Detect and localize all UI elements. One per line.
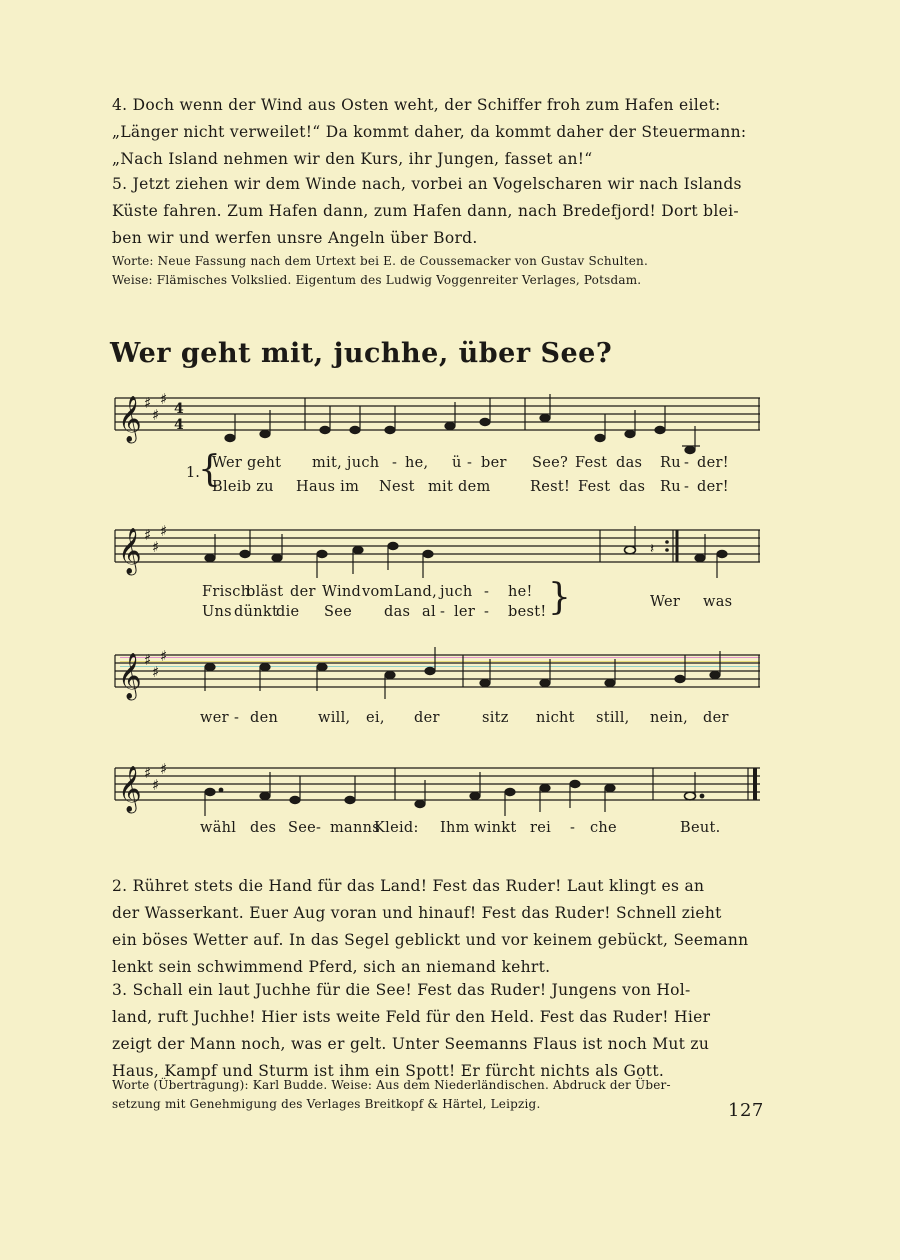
- verse-3: [112, 977, 772, 1085]
- syllable: Wer geht: [212, 455, 282, 471]
- verse-line: der Wasserkant. Euer Aug voran und hinauf! Fest das Ruder! Schnell zieht: [112, 904, 722, 922]
- syllable: -: [570, 820, 576, 836]
- syllable: ber: [481, 455, 507, 471]
- verse-2: [112, 873, 772, 981]
- syllable: das: [384, 604, 411, 620]
- syllable: Bleib zu: [212, 479, 274, 495]
- verse-number: 1.: [186, 465, 200, 481]
- syllable: vom: [362, 584, 394, 600]
- svg-text:♯: ♯: [152, 538, 160, 556]
- verse-line: 3. Schall ein laut Juchhe für die See! Fest das Ruder! Jungens von Hol-: [112, 981, 691, 999]
- syllable: Rest!: [530, 479, 571, 495]
- syllable: mit, juch: [312, 455, 380, 471]
- syllable: -: [484, 584, 490, 600]
- syllable: der: [414, 710, 440, 726]
- syllable: -: [484, 604, 490, 620]
- syllable: ler: [454, 604, 476, 620]
- svg-text:♯: ♯: [144, 526, 152, 544]
- svg-text:♯: ♯: [160, 760, 168, 778]
- svg-text:𝄞: 𝄞: [118, 653, 142, 699]
- syllable: Beut.: [680, 820, 721, 836]
- bottom-credits: [112, 1076, 772, 1114]
- syllable: -: [392, 455, 398, 471]
- syllable: Kleid:: [374, 820, 419, 836]
- svg-text:𝄞: 𝄞: [118, 528, 142, 574]
- syllable: Fest: [575, 455, 608, 471]
- syllable: still,: [596, 710, 630, 726]
- syllable: ü: [452, 455, 462, 471]
- verse-line: ben wir und werfen unsre Angeln über Bord.: [112, 229, 478, 247]
- svg-text:♯: ♯: [144, 764, 152, 782]
- syllable: die: [276, 604, 300, 620]
- syllable: winkt: [474, 820, 517, 836]
- credit-line: setzung mit Genehmigung des Verlages Breitkopf & Härtel, Leipzig.: [112, 1097, 541, 1111]
- syllable: der: [703, 710, 729, 726]
- syllable: der!: [697, 479, 729, 495]
- syllable: bläst: [246, 584, 284, 600]
- syllable: sitz: [482, 710, 509, 726]
- verse-line: „Nach Island nehmen wir den Kurs, ihr Jungen, fasset an!“: [112, 150, 593, 168]
- verse-5: [112, 171, 772, 252]
- verse-4: [112, 92, 772, 173]
- svg-text:4: 4: [174, 417, 184, 433]
- syllable: den: [250, 710, 279, 726]
- song-title: Wer geht mit, juchhe, über See?: [110, 338, 613, 369]
- syllable: che: [590, 820, 617, 836]
- svg-text:♯: ♯: [160, 647, 168, 665]
- syllable: Wind: [322, 584, 362, 600]
- syllable: Ru: [660, 455, 681, 471]
- svg-text:♯: ♯: [160, 390, 168, 408]
- verse-line: 2. Rühret stets die Hand für das Land! Fest das Ruder! Laut klingt es an: [112, 877, 705, 895]
- syllable: -: [684, 479, 690, 495]
- verse-line: 4. Doch wenn der Wind aus Osten weht, der Schiffer froh zum Hafen eilet:: [112, 96, 721, 114]
- credit-line: Worte: Neue Fassung nach dem Urtext bei E. de Coussemacker von Gustav Schulten.: [112, 254, 648, 268]
- syllable: will,: [318, 710, 351, 726]
- verse-line: 5. Jetzt ziehen wir dem Winde nach, vorbei an Vogelscharen wir nach Islands: [112, 175, 742, 193]
- syllable: Land,: [394, 584, 438, 600]
- syllable: mit dem: [428, 479, 491, 495]
- verse-line: lenkt sein schwimmend Pferd, sich an niemand kehrt.: [112, 958, 551, 976]
- verse-line: Küste fahren. Zum Hafen dann, zum Hafen dann, nach Bredefjord! Dort blei-: [112, 202, 739, 220]
- svg-text:♯: ♯: [144, 651, 152, 669]
- syllable: See: [324, 604, 352, 620]
- syllable: das: [616, 455, 643, 471]
- syllable: das: [619, 479, 646, 495]
- svg-text:𝄞: 𝄞: [118, 766, 142, 812]
- svg-text:𝄽: 𝄽: [650, 541, 655, 557]
- syllable: wähl: [200, 820, 237, 836]
- svg-text:♯: ♯: [152, 776, 160, 794]
- svg-text:♯: ♯: [152, 663, 160, 681]
- syllable: nein,: [650, 710, 689, 726]
- svg-text:♯: ♯: [160, 522, 168, 540]
- svg-text:𝄞: 𝄞: [118, 396, 142, 442]
- syllable: der!: [697, 455, 729, 471]
- syllable: -: [684, 455, 690, 471]
- syllable: was: [703, 594, 733, 610]
- syllable: Haus im: [296, 479, 360, 495]
- music-staff-4: [100, 758, 770, 858]
- verse-line: land, ruft Juchhe! Hier ists weite Feld für den Held. Fest das Ruder! Hier: [112, 1008, 711, 1026]
- verse-line: „Länger nicht verweilet!“ Da kommt daher, da kommt daher der Steuermann:: [112, 123, 747, 141]
- svg-text:4: 4: [174, 401, 184, 417]
- syllable: Fest: [578, 479, 611, 495]
- syllable: der: [290, 584, 316, 600]
- syllable: Uns: [202, 604, 232, 620]
- page-number: 127: [728, 1100, 764, 1121]
- lyric-brace: }: [548, 577, 571, 618]
- music-staff-3: [100, 645, 770, 745]
- syllable: -: [234, 710, 240, 726]
- syllable: al: [422, 604, 436, 620]
- lyric-brace: {: [198, 449, 221, 490]
- syllable: juch: [440, 584, 473, 600]
- syllable: Ru: [660, 479, 681, 495]
- syllable: ei,: [366, 710, 385, 726]
- syllable: See?: [532, 455, 569, 471]
- svg-text:♯: ♯: [152, 406, 160, 424]
- syllable: -: [467, 455, 473, 471]
- verse-line: Haus, Kampf und Sturm ist ihm ein Spott! Er fürcht nichts als Gott.: [112, 1062, 665, 1080]
- credit-line: Weise: Flämisches Volkslied. Eigentum des Ludwig Voggenreiter Verlages, Potsdam.: [112, 273, 642, 287]
- syllable: Nest: [379, 479, 415, 495]
- syllable: -: [316, 820, 322, 836]
- syllable: des: [250, 820, 277, 836]
- top-credits: [112, 252, 772, 290]
- verse-line: ein böses Wetter auf. In das Segel geblickt und vor keinem gebückt, Seemann: [112, 931, 749, 949]
- syllable: wer: [200, 710, 229, 726]
- credit-line: Worte (Übertragung): Karl Budde. Weise: Aus dem Niederländischen. Abdruck der Über-: [112, 1078, 671, 1092]
- syllable: he,: [405, 455, 429, 471]
- syllable: Ihm: [440, 820, 470, 836]
- syllable: -: [440, 604, 446, 620]
- verse-line: zeigt der Mann noch, was er gelt. Unter Seemanns Flaus ist noch Mut zu: [112, 1035, 710, 1053]
- syllable: See: [288, 820, 316, 836]
- syllable: nicht: [536, 710, 575, 726]
- svg-text:♯: ♯: [144, 394, 152, 412]
- syllable: Wer: [650, 594, 681, 610]
- syllable: best!: [508, 604, 547, 620]
- syllable: rei: [530, 820, 552, 836]
- syllable: manns: [330, 820, 381, 836]
- syllable: Frisch: [202, 584, 251, 600]
- syllable: dünkt: [234, 604, 279, 620]
- syllable: he!: [508, 584, 533, 600]
